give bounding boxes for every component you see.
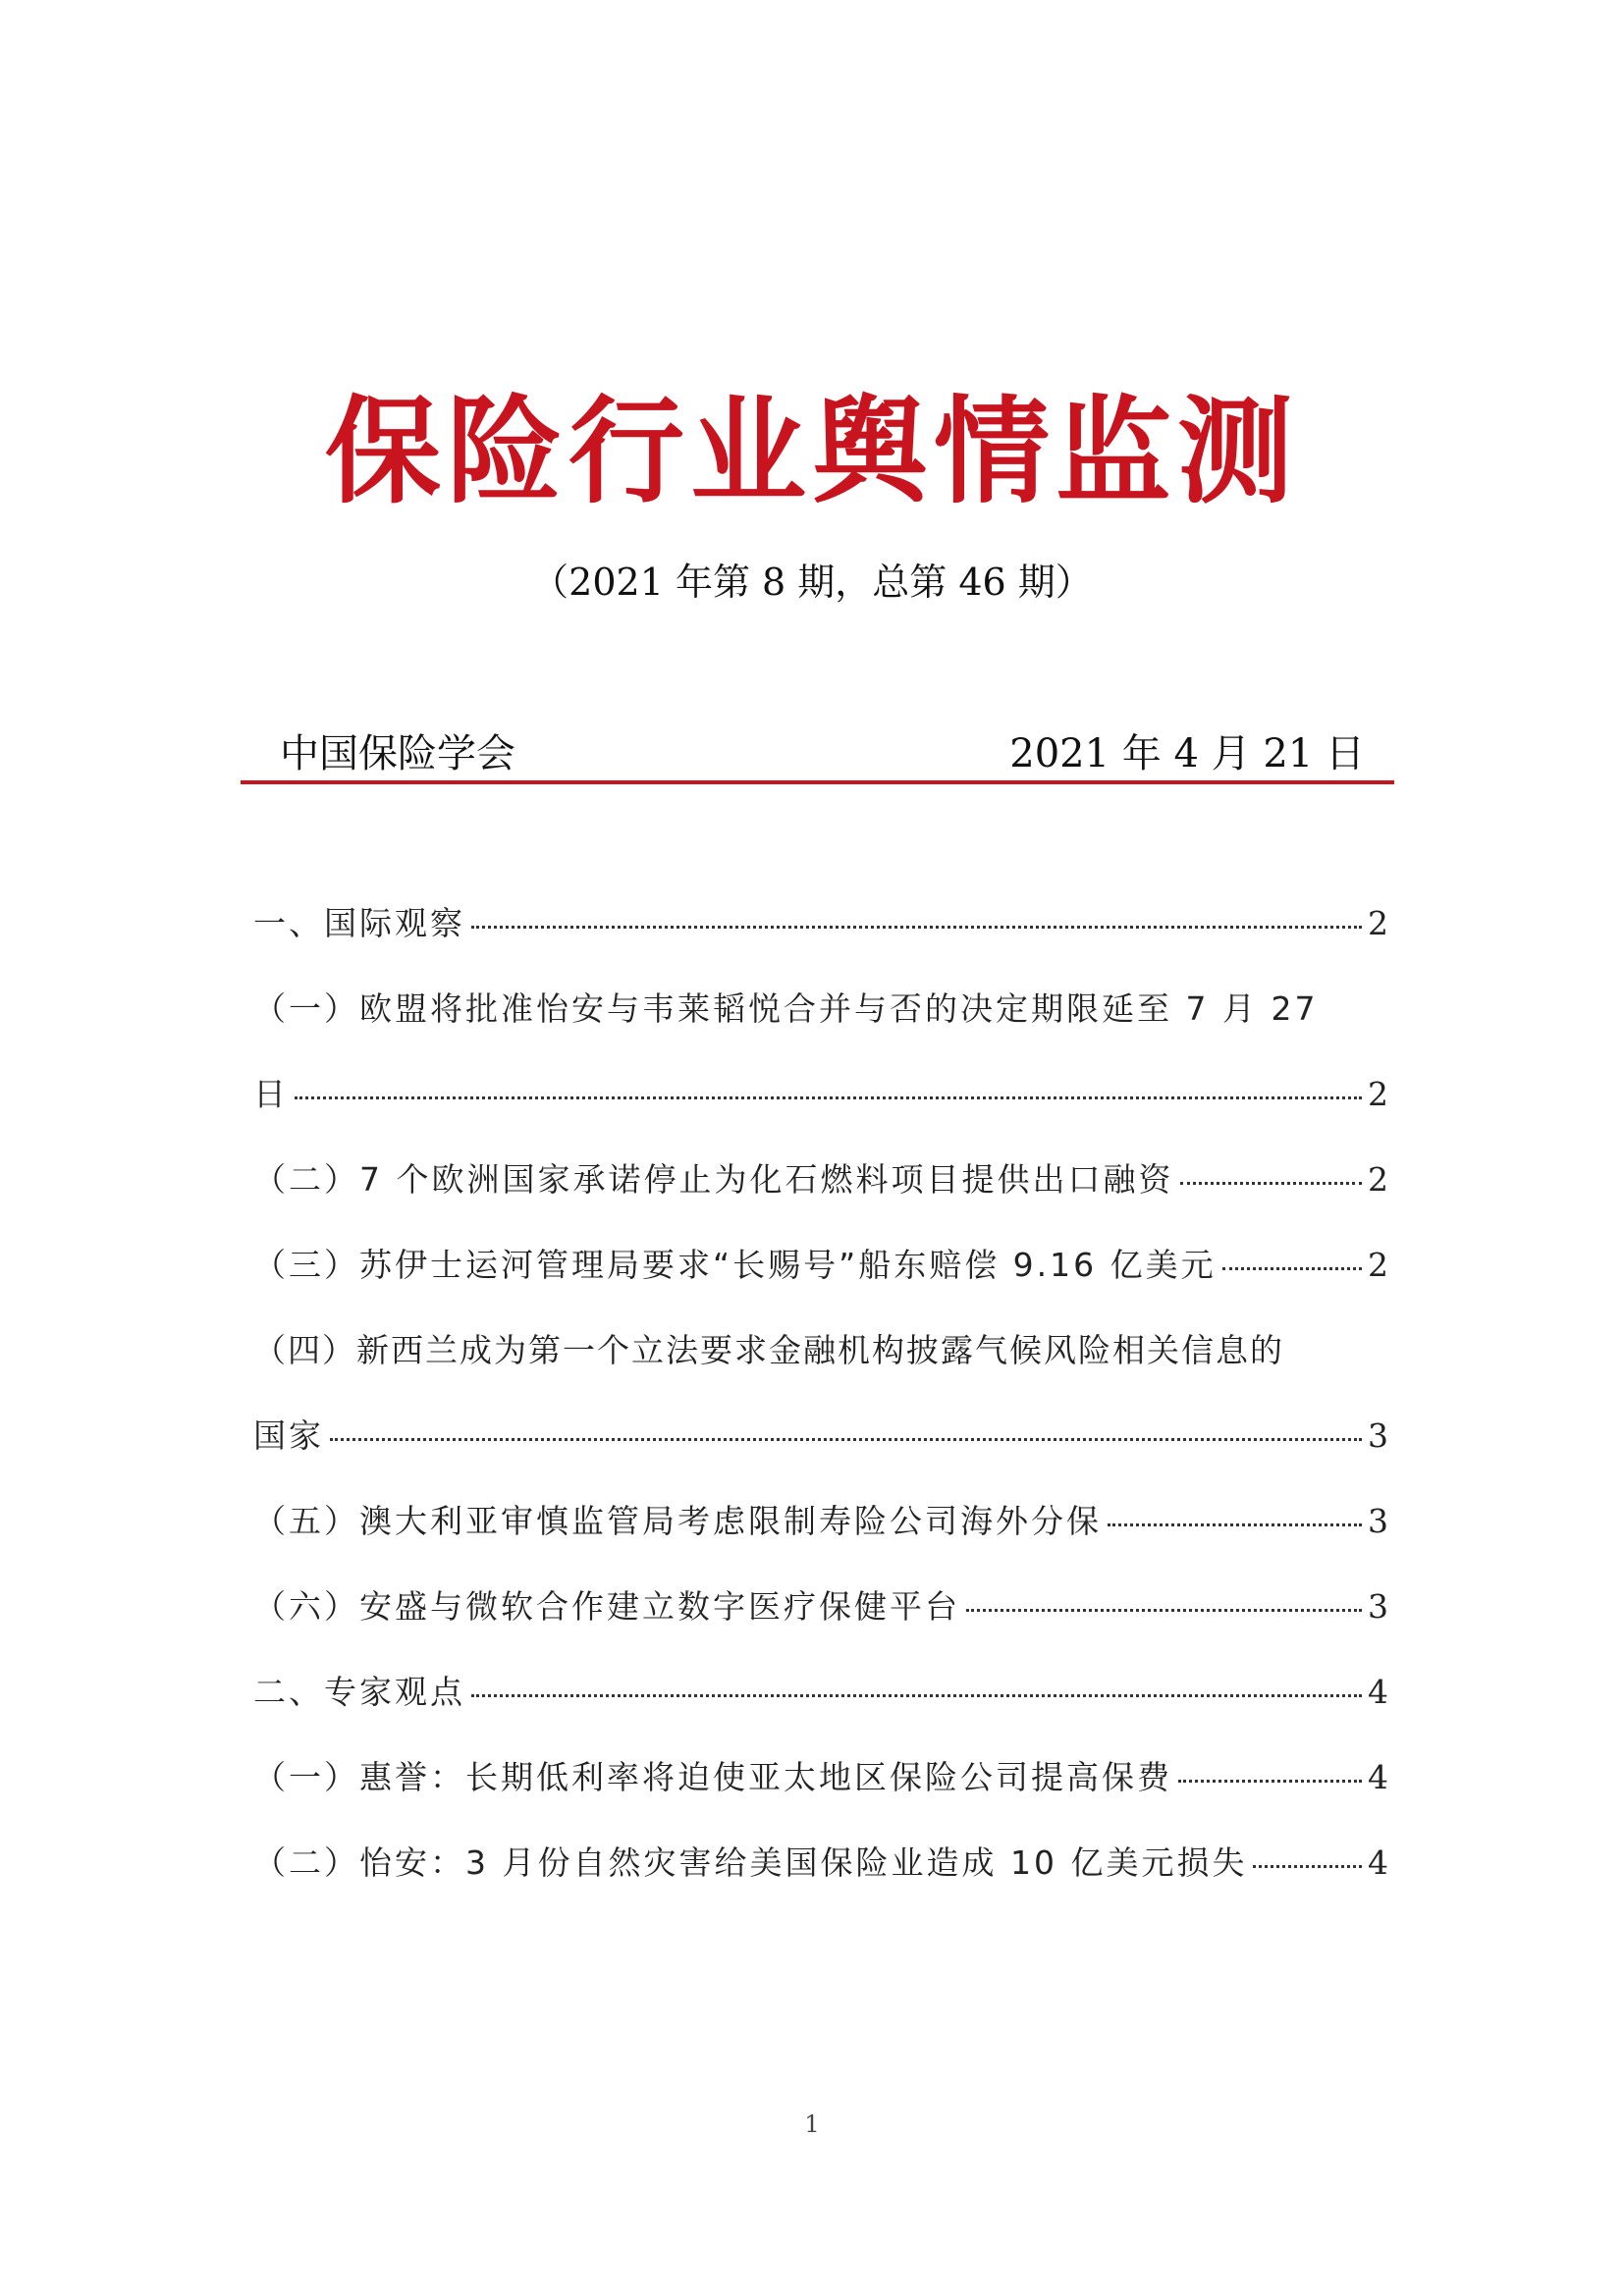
toc-entry-title: （二）怡安：3 月份自然灾害给美国保险业造成 10 亿美元损失 [253, 1843, 1248, 1882]
document-title: 保险行业舆情监测 [324, 383, 1299, 519]
toc-leader [471, 926, 1362, 929]
toc-leader [966, 1609, 1362, 1612]
toc-entry-page: 4 [1368, 1843, 1388, 1882]
toc-leader [1178, 1780, 1362, 1783]
toc-entry-page: 2 [1368, 1160, 1388, 1199]
toc-entry-page: 3 [1368, 1587, 1388, 1626]
toc-entry-page: 4 [1368, 1758, 1388, 1796]
organization-name: 中国保险学会 [280, 731, 515, 776]
toc-entry-page: 2 [1368, 904, 1388, 942]
toc-entry-title: （一）欧盟将批准怡安与韦莱韬悦合并与否的决定期限延至 7 月 27 [253, 989, 1319, 1028]
toc-entry[interactable] [253, 1325, 1388, 1380]
toc-leader [1108, 1523, 1362, 1526]
toc-entry-page: 3 [1368, 1502, 1388, 1540]
toc-entry[interactable] [253, 984, 1388, 1039]
toc-entry[interactable] [253, 1667, 1388, 1722]
toc-entry-title: （五）澳大利亚审慎监管局考虑限制寿险公司海外分保 [253, 1502, 1102, 1540]
toc-entry-title: 一、国际观察 [253, 904, 465, 942]
toc-entry-continuation[interactable] [253, 1411, 1388, 1466]
toc-leader [1222, 1267, 1362, 1270]
toc-entry-page: 4 [1368, 1673, 1388, 1711]
page-number: 1 [804, 2110, 820, 2138]
toc-entry-title: 日 [253, 1075, 289, 1113]
toc-entry[interactable] [253, 1240, 1388, 1295]
toc-entry-page: 2 [1368, 1246, 1388, 1284]
toc-leader [295, 1096, 1362, 1099]
toc-entry-title: （六）安盛与微软合作建立数字医疗保健平台 [253, 1587, 960, 1626]
toc-entry[interactable] [253, 1838, 1388, 1893]
toc-entry[interactable] [253, 1496, 1388, 1551]
toc-entry-title: （四）新西兰成为第一个立法要求金融机构披露气候风险相关信息的 [253, 1331, 1284, 1369]
toc-leader [1253, 1865, 1362, 1868]
toc-entry[interactable] [253, 1154, 1388, 1209]
toc-entry-title: （一）惠誉：长期低利率将迫使亚太地区保险公司提高保费 [253, 1758, 1172, 1796]
toc-entry[interactable] [253, 898, 1388, 953]
masthead-rule [241, 780, 1394, 784]
toc-entry[interactable] [253, 1752, 1388, 1807]
toc-entry-title: （三）苏伊士运河管理局要求“长赐号”船东赔偿 9.16 亿美元 [253, 1246, 1217, 1284]
toc-entry-title: （二）7 个欧洲国家承诺停止为化石燃料项目提供出口融资 [253, 1160, 1174, 1199]
toc-leader [330, 1438, 1362, 1441]
toc-entry-continuation[interactable] [253, 1069, 1388, 1124]
toc-entry-title: 二、专家观点 [253, 1673, 465, 1711]
publication-date: 2021 年 4 月 21 日 [1009, 731, 1365, 776]
issue-number: （2021 年第 8 期，总第 46 期） [531, 561, 1093, 604]
toc-entry[interactable] [253, 1581, 1388, 1636]
toc-entry-page: 2 [1368, 1075, 1388, 1113]
toc-leader [1180, 1182, 1363, 1185]
toc-entry-title: 国家 [253, 1416, 324, 1455]
toc-leader [471, 1694, 1362, 1697]
toc-entry-page: 3 [1368, 1416, 1388, 1455]
